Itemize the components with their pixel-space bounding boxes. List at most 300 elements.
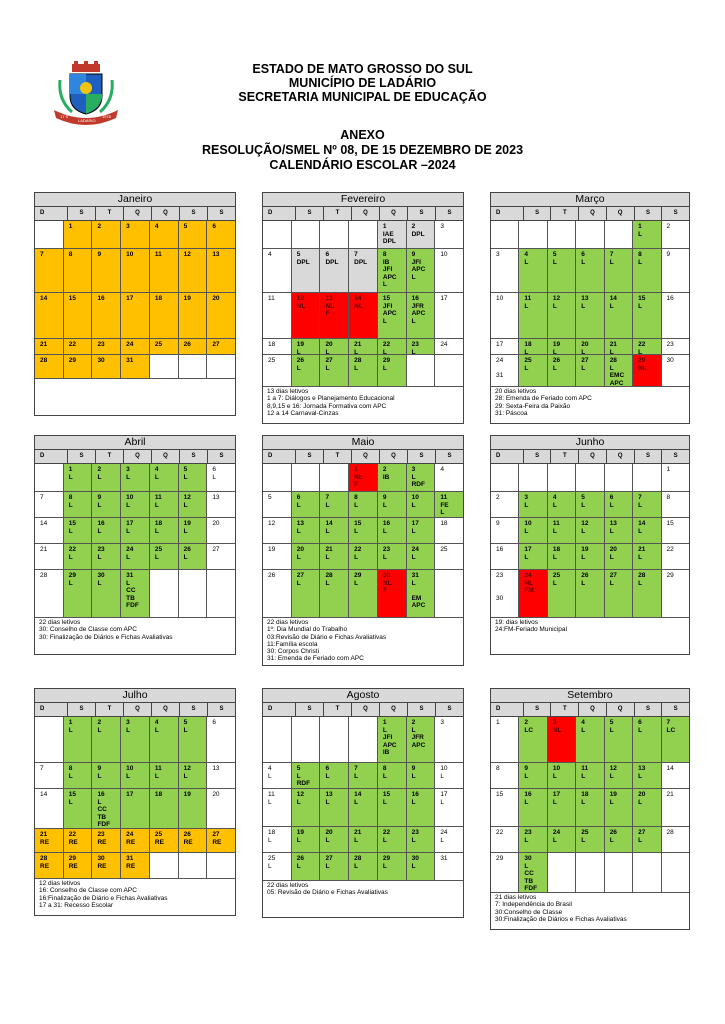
day-cell: 28 L xyxy=(349,355,378,386)
month-notes: 13 dias letivos 1 a 7: Diálogos e Planejamento Educacional 8,9,15 e 16: Jornada Formativa com APC 12 a 14 Carnaval-Cinzas xyxy=(267,388,395,417)
day-cell xyxy=(662,853,689,892)
day-cell: 24 RE xyxy=(121,829,150,852)
day-cell: 29 L xyxy=(349,570,378,617)
month-title: Março xyxy=(491,193,689,207)
day-cell: 26 L xyxy=(605,827,633,852)
day-cell: 27 RE xyxy=(207,829,235,852)
weekday-label: T xyxy=(551,450,579,463)
day-cell xyxy=(576,221,604,248)
municipality-title: MUNICÍPIO DE LADÁRIO xyxy=(288,76,437,90)
day-cell xyxy=(150,355,179,378)
day-cell: 2 DPL xyxy=(407,221,436,248)
weekday-label: Q xyxy=(124,450,152,463)
week-row xyxy=(491,518,689,544)
weekday-label: S xyxy=(180,207,208,220)
day-cell: 2 LC xyxy=(519,717,547,762)
document-header xyxy=(0,62,725,104)
weekday-label: S xyxy=(296,703,324,716)
month-title: Junho xyxy=(491,436,689,450)
day-cell: 17 L xyxy=(519,544,547,569)
day-cell: 12 L xyxy=(576,518,604,543)
weekday-label: S xyxy=(408,703,436,716)
weekday-label: T xyxy=(551,207,579,220)
week-row xyxy=(35,293,235,339)
day-cell: 28 L xyxy=(349,853,378,880)
day-cell: 4 xyxy=(263,249,292,292)
day-cell: 24 NL FM xyxy=(519,570,547,617)
day-cell: 6 DPL xyxy=(320,249,349,292)
day-cell: 26 L xyxy=(292,355,321,386)
day-cell: 10 L xyxy=(121,763,150,788)
month-notes: 22 dias letivos 05: Revisão de Diário e Fichas Avaliativas xyxy=(267,882,388,897)
day-cell: 3 L xyxy=(121,717,150,762)
week-row xyxy=(35,829,235,853)
day-cell: 8 L xyxy=(633,249,661,292)
day-cell: 9 L xyxy=(92,492,121,517)
day-cell: 2 xyxy=(491,492,519,517)
day-cell: 20 L xyxy=(576,339,604,354)
day-cell: 22 L xyxy=(378,827,407,852)
month-title: Agosto xyxy=(263,689,463,703)
week-row xyxy=(491,293,689,339)
day-cell: 23 L xyxy=(92,544,121,569)
week-row xyxy=(491,249,689,293)
week-row xyxy=(35,763,235,789)
weekday-label: Q xyxy=(124,703,152,716)
weekday-label: S xyxy=(180,450,208,463)
day-cell xyxy=(292,717,321,762)
day-cell: 16 L xyxy=(92,518,121,543)
day-cell: 3 L RDF xyxy=(407,464,436,491)
day-cell: 24 xyxy=(121,339,150,354)
weekday-label: S xyxy=(635,450,663,463)
day-cell: 5 DPL xyxy=(292,249,321,292)
day-cell xyxy=(207,355,235,378)
day-cell xyxy=(349,717,378,762)
day-cell xyxy=(435,570,463,617)
day-cell xyxy=(320,464,349,491)
day-cell: 22 xyxy=(491,827,519,852)
weekday-label: S xyxy=(68,207,96,220)
weekday-header xyxy=(263,207,463,221)
weekday-label: T xyxy=(324,207,352,220)
weekday-label: S xyxy=(180,703,208,716)
weekday-label: S xyxy=(296,450,324,463)
day-cell xyxy=(605,221,633,248)
day-cell: 2 L JFR APC xyxy=(407,717,436,762)
day-cell: 4 L xyxy=(576,717,604,762)
day-cell: 2 xyxy=(662,221,689,248)
day-cell: 16 xyxy=(491,544,519,569)
day-cell: 25 xyxy=(435,544,463,569)
day-cell: 6 xyxy=(207,717,235,762)
day-cell xyxy=(633,853,661,892)
day-cell: 27 xyxy=(207,339,235,354)
day-cell xyxy=(150,853,179,878)
week-row xyxy=(35,570,235,618)
day-cell: 8 L xyxy=(64,763,93,788)
day-cell: 16 L xyxy=(378,518,407,543)
day-cell: 4 L xyxy=(150,717,179,762)
day-cell: 9 xyxy=(491,518,519,543)
day-cell: 26 xyxy=(263,570,292,617)
day-cell: 14 xyxy=(35,293,64,338)
weekday-label: Q xyxy=(607,703,635,716)
day-cell: 7 LC xyxy=(662,717,689,762)
day-cell: 30 L xyxy=(407,853,436,880)
day-cell: 20 xyxy=(207,293,235,338)
week-row xyxy=(263,339,463,355)
day-cell: 3 L xyxy=(519,492,547,517)
week-row xyxy=(263,221,463,249)
day-cell: 6 xyxy=(207,221,235,248)
day-cell: 8 L xyxy=(349,492,378,517)
day-cell: 7 xyxy=(35,763,64,788)
day-cell: 27 xyxy=(207,544,235,569)
day-cell: 13 L xyxy=(292,518,321,543)
week-row xyxy=(491,763,689,789)
day-cell xyxy=(207,853,235,878)
day-cell: 24 L xyxy=(548,827,576,852)
month-notes: 21 dias letivos 7: Independência do Brasil 30:Conselho de Classe 30:Finalização de Diários e Fichas Avaliativas xyxy=(495,894,627,923)
day-cell: 21 L xyxy=(320,544,349,569)
day-cell: 7 L xyxy=(320,492,349,517)
day-cell: 6 L xyxy=(605,492,633,517)
calendar-title: CALENDÁRIO ESCOLAR –2024 xyxy=(269,158,456,172)
day-cell: 9 xyxy=(662,249,689,292)
week-row xyxy=(263,293,463,339)
day-cell: 24 xyxy=(435,339,463,354)
day-cell: 25 L xyxy=(263,853,292,880)
week-row xyxy=(491,464,689,492)
day-cell: 7 L xyxy=(633,492,661,517)
day-cell: 10 L xyxy=(121,492,150,517)
weekday-header xyxy=(35,207,235,221)
day-cell: 20 L xyxy=(320,827,349,852)
day-cell xyxy=(207,570,235,617)
weekday-label: Q xyxy=(152,207,180,220)
week-row xyxy=(491,492,689,518)
day-cell: 21 xyxy=(35,544,64,569)
day-cell: 13 xyxy=(207,492,235,517)
day-cell xyxy=(633,464,661,491)
day-cell: 14 L xyxy=(605,293,633,338)
day-cell: 15 JFI APC L xyxy=(378,293,407,338)
weekday-label: Q xyxy=(579,207,607,220)
day-cell: 31 L CC TB FDF xyxy=(121,570,150,617)
day-cell: 8 xyxy=(662,492,689,517)
week-row xyxy=(263,827,463,853)
week-row xyxy=(491,544,689,570)
day-cell: 1 L JFI APC IB xyxy=(378,717,407,762)
day-cell: 29 xyxy=(64,355,93,378)
weekday-header xyxy=(35,450,235,464)
day-cell: 22 RE xyxy=(64,829,93,852)
day-cell: 9 L xyxy=(519,763,547,788)
weekday-label: Q xyxy=(579,703,607,716)
resolution-title: RESOLUÇÃO/SMEL Nº 08, DE 15 DEZEMBRO DE 2023 xyxy=(201,143,524,157)
day-cell: 7 xyxy=(35,249,64,292)
day-cell xyxy=(320,221,349,248)
day-cell: 22 L xyxy=(378,339,407,354)
day-cell: 27 L xyxy=(605,570,633,617)
weekday-label: T xyxy=(324,450,352,463)
day-cell: 13 L xyxy=(320,789,349,826)
weekday-label: Q xyxy=(352,450,380,463)
day-cell: 11 L xyxy=(263,789,292,826)
week-row xyxy=(491,853,689,893)
day-cell xyxy=(605,853,633,892)
day-cell: 15 L xyxy=(349,518,378,543)
month-janeiro xyxy=(34,192,236,416)
weekday-label: S xyxy=(673,453,678,459)
weekday-label: S xyxy=(524,703,552,716)
weekday-label: S xyxy=(673,706,678,712)
week-row xyxy=(491,221,689,249)
month-março xyxy=(490,192,690,424)
weekday-label: T xyxy=(551,703,579,716)
day-cell: 17 xyxy=(121,789,150,828)
day-cell: 21 L xyxy=(349,339,378,354)
day-cell: 24 31 xyxy=(491,355,519,386)
day-cell: 21 xyxy=(35,339,64,354)
day-cell xyxy=(292,464,321,491)
weekday-label: Q xyxy=(380,207,408,220)
day-cell: 15 xyxy=(491,789,519,826)
week-row xyxy=(35,221,235,249)
day-cell: 13 xyxy=(207,249,235,292)
day-cell: 10 L xyxy=(548,763,576,788)
month-notes: 22 dias letivos 30: Conselho de Classe com APC 30: Finalização de Diários e Fichas Avaliativas xyxy=(39,619,173,641)
weekday-label: Q xyxy=(579,450,607,463)
day-cell: 17 L xyxy=(548,789,576,826)
day-cell xyxy=(150,570,179,617)
week-row xyxy=(263,492,463,518)
day-cell: 23 xyxy=(662,339,689,354)
day-cell: 10 xyxy=(435,249,463,292)
weekday-label: D xyxy=(263,450,296,463)
day-cell: 12 L xyxy=(179,492,208,517)
week-row xyxy=(263,570,463,618)
day-cell: 29 RE xyxy=(64,853,93,878)
week-row xyxy=(35,355,235,379)
day-cell: 19 L xyxy=(605,789,633,826)
day-cell: 4 xyxy=(150,221,179,248)
day-cell: 12 NL xyxy=(292,293,321,338)
week-row xyxy=(35,518,235,544)
week-row xyxy=(35,249,235,293)
annex-label: ANEXO xyxy=(340,128,385,142)
weekday-label: S xyxy=(408,450,436,463)
weekday-header xyxy=(491,450,689,464)
weekday-label: D xyxy=(35,207,68,220)
month-notes: 22 dias letivos 1º: Dia Mundial do Trabalho 03:Revisão de Diário e Fichas Avaliativas 11:Família escola 30: Corpos Christi 31: Emenda de Feriado com APC xyxy=(267,619,387,663)
day-cell: 17 L xyxy=(121,518,150,543)
day-cell: 15 L xyxy=(64,518,93,543)
month-junho xyxy=(490,435,690,655)
day-cell: 12 L xyxy=(548,293,576,338)
day-cell: 17 xyxy=(435,293,463,338)
day-cell: 25 L xyxy=(576,827,604,852)
month-notes: 20 dias letivos 28: Emenda de Feriado com APC 29: Sexta-Feira da Paixão 31: Páscoa xyxy=(495,388,592,417)
day-cell: 22 L xyxy=(633,339,661,354)
week-row xyxy=(35,339,235,355)
month-title: Abril xyxy=(35,436,235,450)
day-cell: 18 L xyxy=(519,339,547,354)
day-cell: 15 xyxy=(662,518,689,543)
month-notes: 12 dias letivos 16: Conselho de Classe com APC 16:Finalização de Diário e Fichas Avaliativas 17 a 31: Recesso Escolar xyxy=(39,880,168,909)
day-cell: 25 RE xyxy=(150,829,179,852)
week-row xyxy=(35,789,235,829)
day-cell: 1 xyxy=(64,221,93,248)
day-cell: 19 L xyxy=(179,518,208,543)
weekday-header xyxy=(263,703,463,717)
month-title: Janeiro xyxy=(35,193,235,207)
day-cell: 18 L xyxy=(263,827,292,852)
weekday-label: D xyxy=(491,703,524,716)
month-notes: 19: dias letivos 24:FM-Feriado Municipal xyxy=(495,619,567,634)
day-cell: 24 L xyxy=(121,544,150,569)
day-cell xyxy=(519,464,547,491)
day-cell xyxy=(179,355,208,378)
day-cell xyxy=(263,464,292,491)
day-cell: 18 L xyxy=(576,789,604,826)
day-cell: 11 L xyxy=(548,518,576,543)
day-cell: 10 xyxy=(121,249,150,292)
day-cell xyxy=(491,464,519,491)
weekday-label: D xyxy=(35,450,68,463)
day-cell: 7 L xyxy=(605,249,633,292)
svg-text:LADÁRIO: LADÁRIO xyxy=(78,118,96,123)
week-row xyxy=(263,518,463,544)
day-cell: 5 L RDF xyxy=(292,763,321,788)
weekday-label: S xyxy=(408,207,436,220)
day-cell: 10 L xyxy=(435,763,463,788)
day-cell: 26 xyxy=(179,339,208,354)
day-cell: 20 L xyxy=(633,789,661,826)
day-cell: 5 L xyxy=(548,249,576,292)
weekday-label: Q xyxy=(152,703,180,716)
day-cell: 7 L xyxy=(349,763,378,788)
day-cell: 4 xyxy=(435,464,463,491)
month-title: Julho xyxy=(35,689,235,703)
day-cell: 27 L xyxy=(320,355,349,386)
day-cell: 13 L xyxy=(576,293,604,338)
day-cell: 15 L xyxy=(378,789,407,826)
day-cell xyxy=(349,221,378,248)
day-cell xyxy=(605,464,633,491)
month-title: Maio xyxy=(263,436,463,450)
day-cell: 26 RE xyxy=(179,829,208,852)
weekday-label: S xyxy=(447,706,452,712)
day-cell: 28 xyxy=(662,827,689,852)
week-row xyxy=(35,544,235,570)
day-cell: 8 xyxy=(64,249,93,292)
day-cell: 19 xyxy=(263,544,292,569)
day-cell xyxy=(548,853,576,892)
day-cell: 14 xyxy=(35,789,64,828)
day-cell: 10 L xyxy=(407,492,436,517)
day-cell xyxy=(179,570,208,617)
day-cell: 28 RE xyxy=(35,853,64,878)
day-cell: 16 L xyxy=(519,789,547,826)
day-cell: 12 L xyxy=(292,789,321,826)
day-cell: 25 xyxy=(263,355,292,386)
day-cell: 30 L CC TB FDF xyxy=(519,853,547,892)
day-cell: 21 RE xyxy=(35,829,64,852)
weekday-label: Q xyxy=(380,450,408,463)
week-row xyxy=(491,789,689,827)
day-cell: 1 L xyxy=(633,221,661,248)
day-cell: 11 FE L xyxy=(435,492,463,517)
day-cell: 8 L xyxy=(378,763,407,788)
week-row xyxy=(263,717,463,763)
week-row xyxy=(263,249,463,293)
day-cell: 31 RE xyxy=(121,853,150,878)
weekday-label: Q xyxy=(607,207,635,220)
day-cell: 22 L xyxy=(64,544,93,569)
day-cell: 29 L xyxy=(378,355,407,386)
day-cell: 30 xyxy=(92,355,121,378)
week-row xyxy=(35,853,235,879)
day-cell: 26 L xyxy=(576,570,604,617)
day-cell: 16 JFR APC L xyxy=(407,293,436,338)
day-cell xyxy=(292,221,321,248)
week-row xyxy=(263,544,463,570)
weekday-label: Q xyxy=(380,703,408,716)
week-row xyxy=(263,464,463,492)
day-cell: 4 L xyxy=(263,763,292,788)
day-cell: 12 L xyxy=(605,763,633,788)
weekday-label: Q xyxy=(152,450,180,463)
day-cell: 17 xyxy=(121,293,150,338)
weekday-header xyxy=(35,703,235,717)
day-cell: 6 L xyxy=(633,717,661,762)
day-cell: 31 xyxy=(435,853,463,880)
day-cell xyxy=(491,221,519,248)
day-cell xyxy=(263,717,292,762)
weekday-label: S xyxy=(524,450,552,463)
day-cell: 8 IB JFI APC L xyxy=(378,249,407,292)
month-notes xyxy=(35,379,235,415)
day-cell: 11 xyxy=(150,249,179,292)
day-cell: 17 L xyxy=(435,789,463,826)
week-row xyxy=(263,355,463,387)
day-cell: 24 L xyxy=(435,827,463,852)
day-cell: 1 L xyxy=(64,717,93,762)
weekday-header xyxy=(491,703,689,717)
day-cell: 25 L xyxy=(548,570,576,617)
day-cell: 30 L xyxy=(92,570,121,617)
day-cell: 5 L xyxy=(179,464,208,491)
day-cell: 27 L xyxy=(633,827,661,852)
day-cell: 19 L xyxy=(292,827,321,852)
day-cell: 27 L xyxy=(320,853,349,880)
day-cell xyxy=(548,464,576,491)
day-cell: 4 L xyxy=(548,492,576,517)
weekday-header xyxy=(263,450,463,464)
week-row xyxy=(491,355,689,387)
week-row xyxy=(35,492,235,518)
month-julho xyxy=(34,688,236,916)
day-cell: 1 NL F xyxy=(349,464,378,491)
weekday-label: S xyxy=(447,453,452,459)
weekday-label: S xyxy=(635,703,663,716)
weekday-label: S xyxy=(296,207,324,220)
day-cell: 7 DPL xyxy=(349,249,378,292)
day-cell: 1 L xyxy=(64,464,93,491)
weekday-label: T xyxy=(96,450,124,463)
